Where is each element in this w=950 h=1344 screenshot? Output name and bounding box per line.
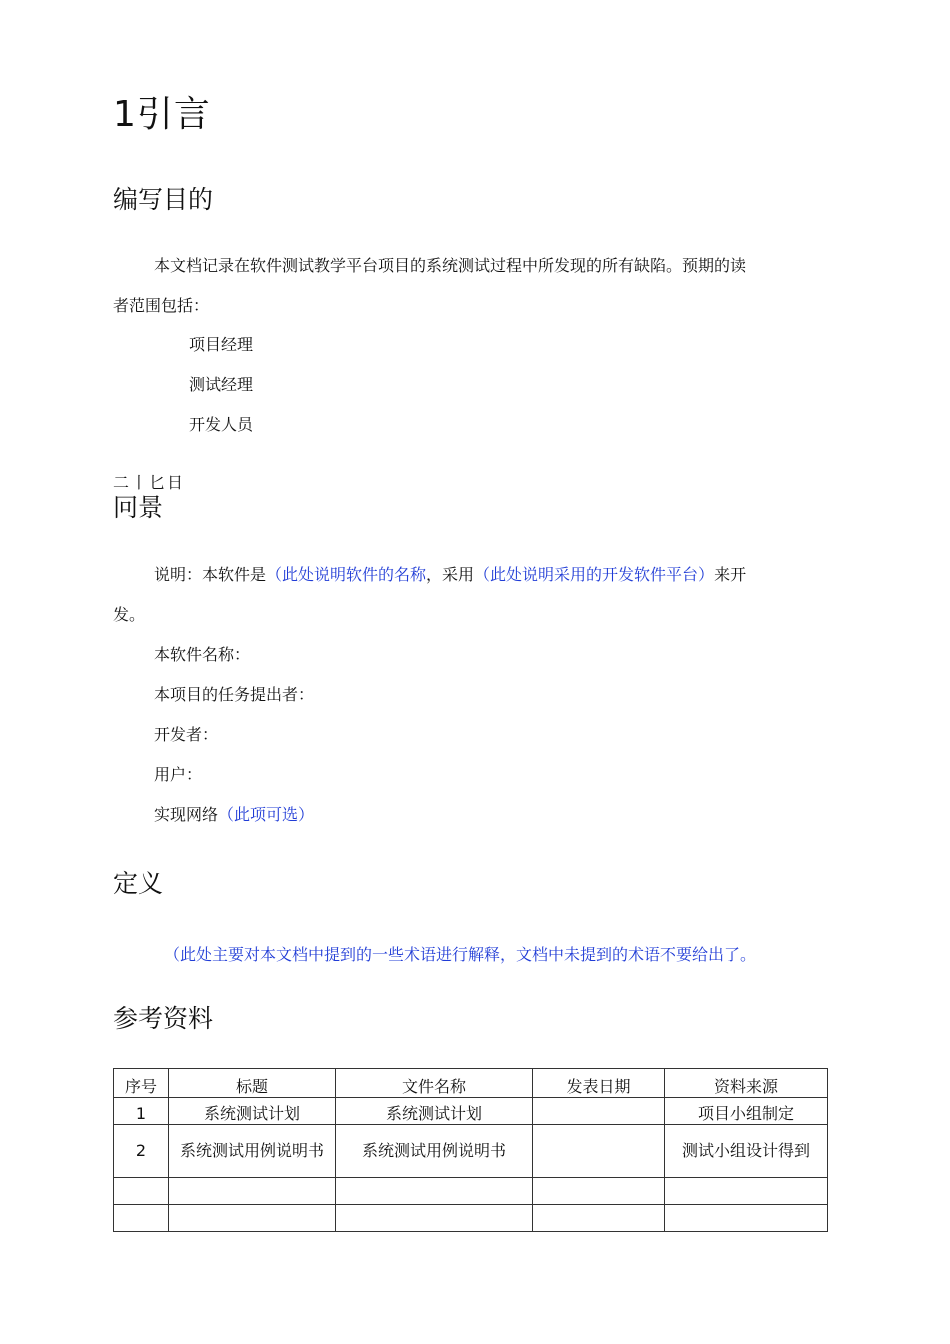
table-header-row [114, 1069, 828, 1098]
reader-item: 项目经理 [189, 335, 254, 354]
table-cell [114, 1178, 169, 1205]
background-item: 开发者： [154, 725, 219, 744]
table-cell [533, 1125, 665, 1178]
background-heading: 冋景 [113, 493, 164, 522]
background-note-mid: ，采用 [426, 565, 475, 584]
table-cell: 系统测试用例说明书 [336, 1125, 533, 1178]
background-item: 本项目的任务提出者： [154, 685, 315, 704]
background-note-prefix: 说明：本软件是 [154, 565, 267, 584]
table-cell: 2 [114, 1125, 169, 1178]
table-cell: 系统测试用例说明书 [169, 1125, 336, 1178]
table-row [114, 1125, 828, 1178]
background-item: 用户： [154, 765, 203, 784]
table-cell [169, 1205, 336, 1232]
table-cell [336, 1205, 533, 1232]
table-cell [169, 1178, 336, 1205]
chapter-title: 1引言 [113, 94, 211, 135]
purpose-paragraph-line2: 者范围包括： [113, 296, 210, 315]
background-note-line1 [154, 565, 746, 585]
reader-item: 开发人员 [189, 415, 254, 434]
table-cell [114, 1205, 169, 1232]
table-cell [533, 1205, 665, 1232]
background-item: 本软件名称： [154, 645, 251, 664]
table-row [114, 1098, 828, 1125]
reader-item: 测试经理 [189, 375, 254, 394]
network-optional-note: （此项可选） [218, 805, 315, 824]
network-label: 实现网络 [154, 805, 219, 824]
table-cell [665, 1178, 828, 1205]
table-row [114, 1178, 828, 1205]
background-note-line2: 发。 [113, 605, 146, 624]
column-header: 文件名称 [336, 1069, 533, 1098]
references-heading: 参考资料 [113, 1004, 214, 1033]
background-heading-artifact: 二丨匕日 [113, 473, 186, 492]
table-cell [533, 1098, 665, 1125]
table-cell [665, 1205, 828, 1232]
table-cell: 测试小组设计得到 [665, 1125, 828, 1178]
column-header: 资料来源 [665, 1069, 828, 1098]
purpose-heading: 编写目的 [113, 185, 214, 214]
table-cell: 项目小组制定 [665, 1098, 828, 1125]
purpose-paragraph-line1: 本文档记录在软件测试教学平台项目的系统测试过程中所发现的所有缺陷。预期的读 [154, 256, 747, 275]
background-note-platform: （此处说明采用的开发软件平台） [474, 565, 715, 584]
background-note-software-name: （此处说明软件的名称 [266, 565, 427, 584]
definitions-note: （此处主要对本文档中提到的一些术语进行解释，文档中未提到的术语不要给出了。 [164, 945, 757, 964]
column-header: 发表日期 [533, 1069, 665, 1098]
table-cell: 系统测试计划 [336, 1098, 533, 1125]
column-header: 标题 [169, 1069, 336, 1098]
table-cell [533, 1178, 665, 1205]
column-header: 序号 [114, 1069, 169, 1098]
background-network-line [154, 805, 314, 825]
table-cell: 系统测试计划 [169, 1098, 336, 1125]
table-cell [336, 1178, 533, 1205]
table-cell: 1 [114, 1098, 169, 1125]
references-table [113, 1068, 828, 1232]
background-note-suffix: 来开 [714, 565, 747, 584]
definitions-heading: 定义 [113, 869, 164, 898]
table-row [114, 1205, 828, 1232]
